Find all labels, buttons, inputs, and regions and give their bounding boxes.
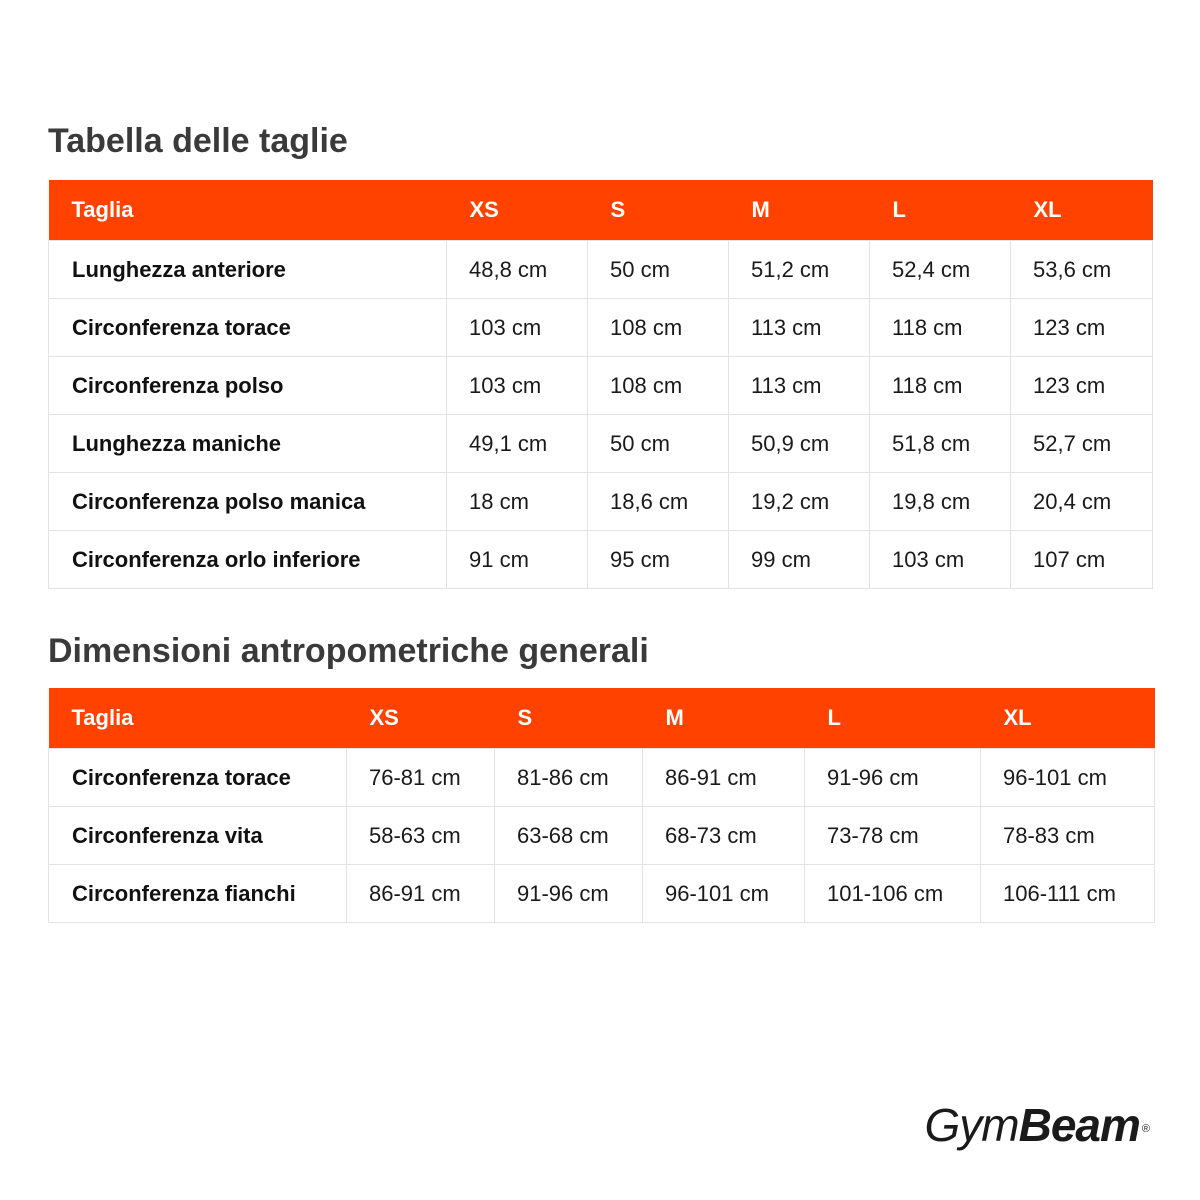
- table-row: [49, 473, 1153, 531]
- measurement-cell: 91-96 cm: [495, 865, 643, 923]
- header-cell-size-s: S: [588, 180, 729, 241]
- header-cell-size-label: Taglia: [49, 688, 347, 749]
- measurement-cell: 68-73 cm: [643, 807, 805, 865]
- measurement-cell: 50,9 cm: [729, 415, 870, 473]
- table-row: [49, 865, 1155, 923]
- measurement-cell: 63-68 cm: [495, 807, 643, 865]
- row-label-cell: Circonferenza fianchi: [49, 865, 347, 923]
- header-cell-size-l: L: [805, 688, 981, 749]
- measurement-cell: 52,4 cm: [870, 241, 1011, 299]
- measurement-cell: 18,6 cm: [588, 473, 729, 531]
- size-chart-table: [48, 180, 1153, 589]
- row-label-cell: Circonferenza torace: [49, 749, 347, 807]
- measurement-cell: 48,8 cm: [447, 241, 588, 299]
- row-label-cell: Lunghezza anteriore: [49, 241, 447, 299]
- measurement-cell: 53,6 cm: [1011, 241, 1153, 299]
- row-label-cell: Circonferenza polso manica: [49, 473, 447, 531]
- measurement-cell: 86-91 cm: [347, 865, 495, 923]
- measurement-cell: 19,2 cm: [729, 473, 870, 531]
- measurement-cell: 51,8 cm: [870, 415, 1011, 473]
- header-cell-size-xs: XS: [447, 180, 588, 241]
- measurement-cell: 18 cm: [447, 473, 588, 531]
- measurement-cell: 91-96 cm: [805, 749, 981, 807]
- table-row: [49, 415, 1153, 473]
- measurement-cell: 49,1 cm: [447, 415, 588, 473]
- measurement-cell: 106-111 cm: [981, 865, 1155, 923]
- size-chart-header: [49, 180, 1153, 241]
- measurement-cell: 108 cm: [588, 299, 729, 357]
- measurement-cell: 123 cm: [1011, 299, 1153, 357]
- table-row: [49, 749, 1155, 807]
- anthropometric-body: [49, 749, 1155, 923]
- measurement-cell: 86-91 cm: [643, 749, 805, 807]
- size-table-title: Tabella delle taglie: [48, 122, 348, 160]
- size-chart-body: [49, 241, 1153, 589]
- measurement-cell: 19,8 cm: [870, 473, 1011, 531]
- measurement-cell: 123 cm: [1011, 357, 1153, 415]
- anthropometric-header: [49, 688, 1155, 749]
- header-cell-size-m: M: [643, 688, 805, 749]
- header-cell-size-m: M: [729, 180, 870, 241]
- table-row: [49, 357, 1153, 415]
- header-cell-size-xs: XS: [347, 688, 495, 749]
- anthropometric-table: [48, 688, 1155, 923]
- measurement-cell: 108 cm: [588, 357, 729, 415]
- header-row: [49, 688, 1155, 749]
- measurement-cell: 101-106 cm: [805, 865, 981, 923]
- measurement-cell: 81-86 cm: [495, 749, 643, 807]
- measurement-cell: 76-81 cm: [347, 749, 495, 807]
- row-label-cell: Circonferenza vita: [49, 807, 347, 865]
- anthropometric-table-title: Dimensioni antropometriche generali: [48, 632, 649, 670]
- row-label-cell: Lunghezza maniche: [49, 415, 447, 473]
- measurement-cell: 118 cm: [870, 299, 1011, 357]
- measurement-cell: 50 cm: [588, 241, 729, 299]
- table-row: [49, 241, 1153, 299]
- measurement-cell: 103 cm: [447, 299, 588, 357]
- measurement-cell: 96-101 cm: [643, 865, 805, 923]
- measurement-cell: 78-83 cm: [981, 807, 1155, 865]
- row-label-cell: Circonferenza orlo inferiore: [49, 531, 447, 589]
- measurement-cell: 96-101 cm: [981, 749, 1155, 807]
- measurement-cell: 107 cm: [1011, 531, 1153, 589]
- gymbeam-logo: [924, 1098, 1150, 1152]
- measurement-cell: 51,2 cm: [729, 241, 870, 299]
- logo-text-bold: Beam: [1018, 1099, 1140, 1151]
- header-cell-size-xl: XL: [1011, 180, 1153, 241]
- row-label-cell: Circonferenza torace: [49, 299, 447, 357]
- measurement-cell: 113 cm: [729, 357, 870, 415]
- measurement-cell: 113 cm: [729, 299, 870, 357]
- header-row: [49, 180, 1153, 241]
- registered-mark: ®: [1141, 1123, 1150, 1135]
- table-row: [49, 531, 1153, 589]
- measurement-cell: 91 cm: [447, 531, 588, 589]
- measurement-cell: 99 cm: [729, 531, 870, 589]
- measurement-cell: 95 cm: [588, 531, 729, 589]
- measurement-cell: 52,7 cm: [1011, 415, 1153, 473]
- measurement-cell: 103 cm: [447, 357, 588, 415]
- header-cell-size-l: L: [870, 180, 1011, 241]
- header-cell-size-xl: XL: [981, 688, 1155, 749]
- logo-text-light: Gym: [924, 1099, 1019, 1151]
- measurement-cell: 50 cm: [588, 415, 729, 473]
- table-row: [49, 807, 1155, 865]
- measurement-cell: 118 cm: [870, 357, 1011, 415]
- header-cell-size-s: S: [495, 688, 643, 749]
- table-row: [49, 299, 1153, 357]
- measurement-cell: 20,4 cm: [1011, 473, 1153, 531]
- measurement-cell: 103 cm: [870, 531, 1011, 589]
- measurement-cell: 73-78 cm: [805, 807, 981, 865]
- measurement-cell: 58-63 cm: [347, 807, 495, 865]
- row-label-cell: Circonferenza polso: [49, 357, 447, 415]
- header-cell-size-label: Taglia: [49, 180, 447, 241]
